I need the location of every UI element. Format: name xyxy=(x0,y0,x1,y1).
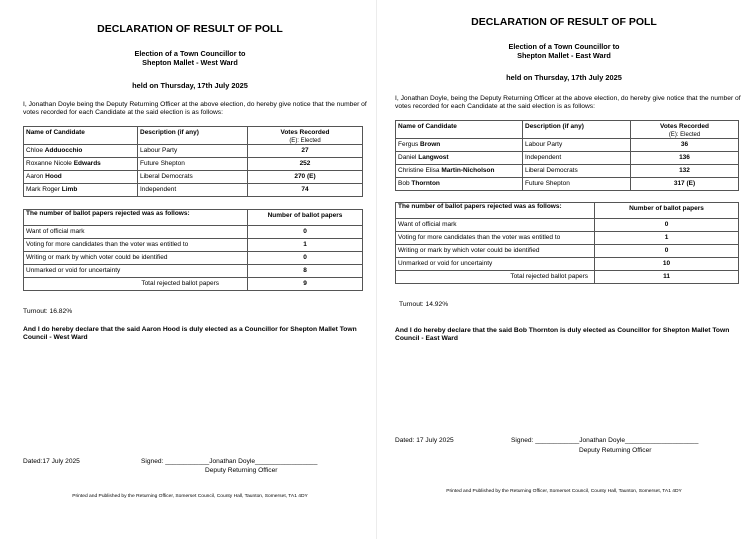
table-row xyxy=(24,252,363,265)
header-votes-label: Votes Recorded xyxy=(280,129,330,136)
candidate-name: Daniel Langwost xyxy=(396,152,523,165)
header-description: Description (if any) xyxy=(138,127,248,145)
election-line-1: Election of a Town Councillor to xyxy=(134,49,246,58)
candidate-votes: 132 xyxy=(631,165,739,178)
table-row xyxy=(24,158,363,171)
candidate-votes: 136 xyxy=(631,152,739,165)
table-row xyxy=(396,139,739,152)
printed-by: Printed and Published by the Returning Officer, Somerset Council, County Hall, Taunton, Somerset, TA1 4DY xyxy=(446,489,682,494)
declaration-title: DECLARATION OF RESULT OF POLL xyxy=(97,23,283,35)
table-row xyxy=(396,165,739,178)
candidate-name: Bob Thornton xyxy=(396,178,523,191)
printed-by: Printed and Published by the Returning Officer, Somerset Council, County Hall, Taunton, Somerset, TA1 4DY xyxy=(72,494,308,499)
election-line-2: Shepton Mallet - West Ward xyxy=(142,58,238,67)
table-row xyxy=(396,219,739,232)
signatory-role: Deputy Returning Officer xyxy=(205,467,278,474)
rejected-count: 1 xyxy=(248,239,363,252)
elected-note: (E): Elected xyxy=(668,132,701,138)
table-row xyxy=(396,232,739,245)
elected-declaration: And I do hereby declare that the said Aaron Hood is duly elected as a Councillor for Shepton Mallet Town Council - West Ward xyxy=(23,326,357,342)
rejected-reason: Voting for more candidates than the voter was entitled to xyxy=(24,239,248,252)
rejected-reason: Writing or mark by which voter could be identified xyxy=(24,252,248,265)
rejected-papers-table xyxy=(23,209,363,291)
intro-notice: I, Jonathan Doyle, being the Deputy Returning Officer at the above election, do hereby give notice that the number of votes recorded for each Candidate at the said election is as follows: xyxy=(395,95,741,111)
candidate-votes: 74 xyxy=(248,184,363,197)
candidate-description: Future Shepton xyxy=(138,158,248,171)
candidate-votes: 317 (E) xyxy=(631,178,739,191)
candidate-name: Aaron Hood xyxy=(24,171,138,184)
signature-line: Signed: ____________Jonathan Doyle_________________ xyxy=(141,458,318,465)
candidates-header-row xyxy=(24,127,363,145)
candidate-name: Chloe Adduocchio xyxy=(24,145,138,158)
east-ward-declaration xyxy=(378,0,750,539)
header-rejected-reason: The number of ballot papers rejected was as follows: xyxy=(396,203,595,219)
turnout: Turnout: 14.92% xyxy=(399,301,449,308)
candidate-description: Labour Party xyxy=(138,145,248,158)
candidates-header-row xyxy=(396,121,739,139)
candidate-votes: 27 xyxy=(248,145,363,158)
declaration-title: DECLARATION OF RESULT OF POLL xyxy=(471,16,657,28)
table-row xyxy=(24,145,363,158)
election-line-1: Election of a Town Councillor to xyxy=(508,42,620,51)
header-rejected-count: Number of ballot papers xyxy=(595,203,739,219)
candidate-description: Future Shepton xyxy=(523,178,631,191)
table-row xyxy=(24,265,363,278)
dated: Dated: 17 July 2025 xyxy=(395,437,454,444)
header-rejected-count: Number of ballot papers xyxy=(248,210,363,226)
rejected-reason: Want of official mark xyxy=(24,226,248,239)
election-line-2: Shepton Mallet - East Ward xyxy=(517,51,611,60)
rejected-count: 0 xyxy=(248,226,363,239)
header-votes xyxy=(631,121,739,139)
table-row xyxy=(24,226,363,239)
candidate-description: Liberal Democrats xyxy=(523,165,631,178)
rejected-total-row xyxy=(396,271,739,284)
rejected-count: 0 xyxy=(248,252,363,265)
rejected-reason: Unmarked or void for uncertainty xyxy=(24,265,248,278)
candidate-name: Fergus Brown xyxy=(396,139,523,152)
rejected-reason: Unmarked or void for uncertainty xyxy=(396,258,595,271)
elected-note: (E): Elected xyxy=(289,138,321,144)
rejected-count: 0 xyxy=(595,245,739,258)
table-row xyxy=(396,152,739,165)
rejected-count: 10 xyxy=(595,258,739,271)
candidate-description: Independent xyxy=(138,184,248,197)
candidate-votes: 36 xyxy=(631,139,739,152)
table-row xyxy=(24,171,363,184)
candidate-votes: 252 xyxy=(248,158,363,171)
header-description: Description (if any) xyxy=(523,121,631,139)
rejected-total-label: Total rejected ballot papers xyxy=(24,278,248,291)
candidate-name: Mark Roger Limb xyxy=(24,184,138,197)
rejected-papers-table xyxy=(395,202,739,284)
candidate-description: Labour Party xyxy=(523,139,631,152)
dated: Dated:17 July 2025 xyxy=(23,458,80,465)
rejected-total-row xyxy=(24,278,363,291)
turnout: Turnout: 16.82% xyxy=(23,308,73,315)
signature-line: Signed: ____________Jonathan Doyle____________________ xyxy=(511,437,699,444)
rejected-total-count: 9 xyxy=(248,278,363,291)
header-name: Name of Candidate xyxy=(24,127,138,145)
header-votes xyxy=(248,127,363,145)
candidates-table xyxy=(395,120,739,191)
held-date: held on Thursday, 17th July 2025 xyxy=(132,81,248,90)
rejected-reason: Writing or mark by which voter could be identified xyxy=(396,245,595,258)
table-row xyxy=(396,178,739,191)
candidate-name: Christine Elisa Martin-Nicholson xyxy=(396,165,523,178)
table-row xyxy=(396,258,739,271)
candidate-description: Independent xyxy=(523,152,631,165)
rejected-count: 0 xyxy=(595,219,739,232)
header-votes-label: Votes Recorded xyxy=(659,123,709,130)
rejected-count: 1 xyxy=(595,232,739,245)
rejected-header-row xyxy=(396,203,739,219)
candidates-table xyxy=(23,126,363,197)
candidate-description: Liberal Democrats xyxy=(138,171,248,184)
rejected-reason: Voting for more candidates than the voter was entitled to xyxy=(396,232,595,245)
rejected-header-row xyxy=(24,210,363,226)
intro-notice: I, Jonathan Doyle being the Deputy Returning Officer at the above election, do hereby give notice that the number of votes recorded for each Candidate at the said election is as follows: xyxy=(23,101,367,117)
table-row xyxy=(396,245,739,258)
table-row xyxy=(24,239,363,252)
header-name: Name of Candidate xyxy=(396,121,523,139)
held-date: held on Thursday, 17th July 2025 xyxy=(506,73,622,82)
signatory-role: Deputy Returning Officer xyxy=(579,447,652,454)
page-divider xyxy=(376,0,377,539)
table-row xyxy=(24,184,363,197)
candidate-votes: 270 (E) xyxy=(248,171,363,184)
header-rejected-reason: The number of ballot papers rejected was as follows: xyxy=(24,210,248,226)
rejected-total-count: 11 xyxy=(595,271,739,284)
rejected-count: 8 xyxy=(248,265,363,278)
elected-declaration: And I do hereby declare that the said Bob Thornton is duly elected as Councillor for Shepton Mallet Town Council - East Ward xyxy=(395,327,730,343)
rejected-total-label: Total rejected ballot papers xyxy=(396,271,595,284)
rejected-reason: Want of official mark xyxy=(396,219,595,232)
candidate-name: Roxanne Nicole Edwards xyxy=(24,158,138,171)
